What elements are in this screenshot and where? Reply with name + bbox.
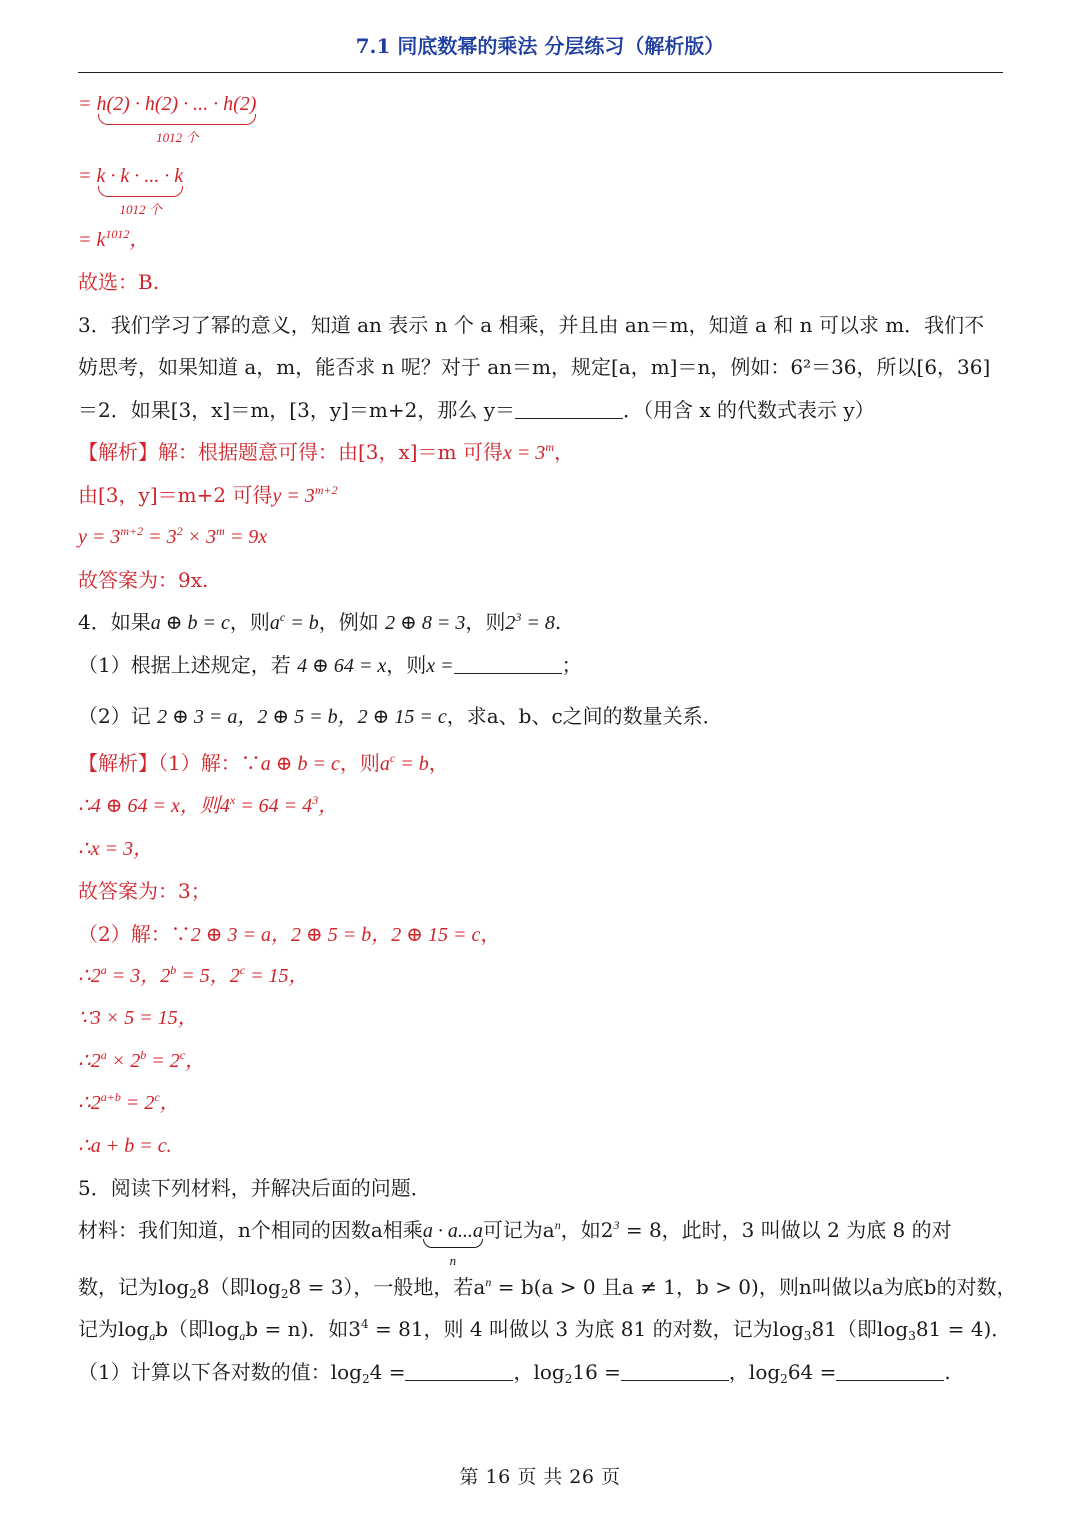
text: 数，记为log: [78, 1275, 190, 1299]
math-text: × 3: [182, 526, 217, 548]
exponent: 4: [360, 1317, 369, 1331]
math-text: 2 ⊕ 3 = a，2 ⊕ 5 = b，2 ⊕ 15 = c: [157, 706, 447, 728]
exponent: x: [229, 793, 236, 807]
question-3-line-3: [78, 396, 875, 424]
analysis-3-line-3: [78, 523, 267, 551]
answer-blank: [836, 1362, 944, 1381]
subscript: 2: [361, 1372, 370, 1386]
exponent: n: [554, 1218, 561, 1232]
exponent: c: [154, 1090, 160, 1104]
expression-k: = k · k · ... · k: [78, 165, 184, 187]
exponent: b: [140, 1048, 147, 1062]
underbrace-label: 1012 个: [156, 130, 199, 145]
exponent: b: [170, 963, 177, 977]
underbrace-label: n: [449, 1253, 457, 1268]
math-text: = b: [395, 753, 429, 775]
math-text: = 2: [120, 1092, 155, 1114]
question-5-material-3: [78, 1315, 1011, 1343]
math-text: y = 3: [78, 526, 121, 548]
exponent: c: [239, 963, 246, 977]
text: 81（即log: [811, 1317, 909, 1341]
math-text: a · a...a: [422, 1220, 483, 1242]
text: ＝2．如果[3，x]＝m，[3，y]＝m+2，那么 y＝: [78, 398, 516, 422]
answer-blank: [405, 1362, 513, 1381]
math-text: a: [269, 612, 280, 634]
analysis-4-line-10: ∴a + b = c.: [78, 1135, 172, 1157]
underbrace-group-h: [78, 90, 257, 145]
text: b = n)．如3: [245, 1317, 361, 1341]
underbrace-group-a: [422, 1217, 483, 1268]
exponent: a: [100, 963, 107, 977]
text: 记为log: [78, 1317, 150, 1341]
answer-line: 故选：B.: [78, 270, 160, 294]
analysis-4-line-2: [78, 792, 338, 820]
text: ，: [553, 440, 574, 464]
math-text: 4 ⊕ 64 = x: [297, 655, 387, 677]
text: 可记为a: [482, 1218, 555, 1242]
text: 由[3，y]＝m+2 可得: [78, 483, 273, 507]
question-5-material-2: [78, 1273, 1016, 1301]
math-text: 2 ⊕ 3 = a，2 ⊕ 5 = b，2 ⊕ 15 = c: [190, 924, 481, 946]
solution-line-3: [78, 226, 149, 254]
math-text: ，: [129, 229, 150, 251]
exponent: m+2: [314, 483, 338, 497]
exponent: m: [216, 524, 225, 538]
math-text: ∴2: [78, 1050, 101, 1072]
text: 材料：我们知道，n个相同的因数a相乘: [78, 1218, 423, 1242]
text: 4．如果: [78, 610, 151, 634]
text: （2）解：∵: [78, 922, 191, 946]
text: ，则: [465, 610, 506, 634]
subscript: 2: [564, 1372, 573, 1386]
text: ；: [561, 653, 582, 677]
text: .: [944, 1360, 951, 1384]
text: b（即log: [155, 1317, 240, 1341]
text: 【解析】（1）解：∵: [78, 751, 261, 775]
header-divider: [78, 72, 1003, 73]
text: （1）计算以下各对数的值：log: [78, 1360, 362, 1384]
question-3-line-2: 妨思考，如果知道 a，m，能否求 n 呢？对于 an＝m，规定[a，m]＝n，例如：6²＝36，所以[6，36]: [78, 355, 991, 379]
question-4-line-1: [78, 608, 561, 637]
analysis-4-line-3: ∴x = 3，: [78, 838, 154, 860]
math-text: = 3，2: [106, 965, 171, 987]
question-4-part-2: [78, 702, 723, 731]
exponent: a: [100, 1048, 107, 1062]
analysis-4-line-9: [78, 1089, 180, 1117]
subscript: 2: [780, 1372, 788, 1386]
text: 8 = 3），一般地，若a: [288, 1275, 486, 1299]
text: （2）记: [78, 704, 158, 728]
exponent: 3: [312, 793, 319, 807]
exponent: c: [179, 1048, 186, 1062]
math-text: ∴2: [78, 1092, 101, 1114]
text: ，log: [728, 1360, 781, 1384]
math-text: y = 3: [272, 485, 315, 507]
analysis-3-line-1: [78, 438, 574, 467]
answer-blank: [454, 655, 562, 674]
math-text: a ⊕ b = c: [150, 612, 230, 634]
exponent: c: [279, 610, 286, 624]
question-5-title: 5．阅读下列材料，并解决后面的问题．: [78, 1176, 431, 1200]
analysis-4-line-5: [78, 920, 500, 949]
answer-blank: [515, 400, 623, 419]
math-text: = 64 = 4: [235, 795, 313, 817]
exponent: 3: [515, 610, 522, 624]
text: .: [554, 610, 562, 634]
math-text: 4: [219, 795, 230, 817]
text: 16 =: [572, 1360, 621, 1384]
solution-line-1: [78, 90, 257, 145]
subscript: 3: [908, 1329, 916, 1343]
text: = 81，则 4 叫做以 3 为底 81 的对数，记为log: [368, 1317, 804, 1341]
subscript: 2: [280, 1287, 289, 1301]
exponent: m: [545, 440, 554, 454]
math-text: 2 ⊕ 8 = 3: [385, 612, 466, 634]
text: 8（即log: [196, 1275, 281, 1299]
answer-blank: [621, 1362, 729, 1381]
analysis-4-line-6: [78, 962, 309, 990]
math-text: x =: [426, 655, 454, 677]
text: ，则: [179, 795, 220, 817]
text: 81 = 4)．: [915, 1317, 1012, 1341]
underbrace-group-k: [78, 162, 184, 217]
math-text: ∴4 ⊕ 64 = x: [78, 795, 180, 817]
expression-h: = h(2) · h(2) · ... · h(2): [78, 93, 257, 115]
text: 4 =: [369, 1360, 406, 1384]
text: ，则: [229, 610, 270, 634]
text: ，如2: [560, 1218, 614, 1242]
solution-line-2: [78, 162, 184, 217]
text: ，则: [339, 751, 380, 775]
subscript: a: [239, 1329, 246, 1343]
math-text: = k: [78, 229, 106, 251]
text: ，: [480, 922, 501, 946]
text: （1）根据上述规定，若: [78, 653, 298, 677]
math-text: = 2: [146, 1050, 180, 1072]
subscript: 2: [189, 1287, 197, 1301]
question-3-line-1: 3．我们学习了幂的意义，知道 an 表示 n 个 a 相乘，并且由 an＝m，知道 a 和 n 可以求 m．我们不: [78, 313, 985, 337]
text: 64 =: [787, 1360, 837, 1384]
math-text: = 3: [143, 526, 177, 548]
page-title: 7.1 同底数幂的乘法 分层练习（解析版）: [355, 34, 725, 58]
analysis-4-answer-1: 故答案为：3；: [78, 879, 211, 903]
text: ，求a、b、c之间的数量关系．: [446, 704, 723, 728]
text: ，则: [386, 653, 427, 677]
exponent: 2: [176, 524, 183, 538]
exponent: 3: [613, 1218, 620, 1232]
math-text: = 8: [521, 612, 555, 634]
math-text: x = 3: [502, 442, 546, 464]
subscript: 3: [803, 1329, 812, 1343]
text: = b(a > 0 且a ≠ 1，b > 0)，则n叫做以a为底b的对数，: [491, 1275, 1017, 1299]
math-text: ，: [159, 1092, 180, 1114]
math-text: = 5，2: [176, 965, 240, 987]
page-footer: 第 16 页 共 26 页: [459, 1466, 621, 1488]
question-4-part-1: [78, 651, 582, 680]
text: ，例如: [318, 610, 386, 634]
question-5-part-1: [78, 1358, 951, 1386]
exponent: m+2: [120, 524, 144, 538]
analysis-3-answer: 故答案为：9x.: [78, 568, 209, 592]
exponent: a+b: [100, 1090, 121, 1104]
text: ，: [428, 751, 449, 775]
underbrace-label: 1012 个: [119, 202, 162, 217]
analysis-4-line-1: [78, 749, 449, 778]
math-text: = b: [285, 612, 319, 634]
math-text: a ⊕ b = c: [260, 753, 340, 775]
analysis-4-line-8: [78, 1047, 205, 1075]
math-text: = 15，: [245, 965, 309, 987]
text: ，: [318, 795, 339, 817]
exponent: n: [485, 1275, 492, 1289]
text: ，log: [513, 1360, 565, 1384]
math-text: × 2: [106, 1050, 141, 1072]
math-text: ，: [185, 1050, 206, 1072]
exponent: c: [389, 751, 396, 765]
math-text: = 9x: [224, 526, 268, 548]
math-text: 2: [505, 612, 516, 634]
text: ．（用含 x 的代数式表示 y）: [623, 398, 875, 422]
text: 【解析】解：根据题意可得：由[3，x]＝m 可得: [78, 440, 503, 464]
math-text: ∴2: [78, 965, 101, 987]
analysis-3-line-2: [78, 481, 338, 510]
math-text: a: [379, 753, 390, 775]
analysis-4-line-7: ∵3 × 5 = 15，: [78, 1007, 198, 1029]
question-5-material-1: [78, 1216, 952, 1268]
subscript: a: [149, 1329, 156, 1343]
exponent: 1012: [105, 227, 130, 241]
text: = 8，此时，3 叫做以 2 为底 8 的对: [619, 1218, 952, 1242]
